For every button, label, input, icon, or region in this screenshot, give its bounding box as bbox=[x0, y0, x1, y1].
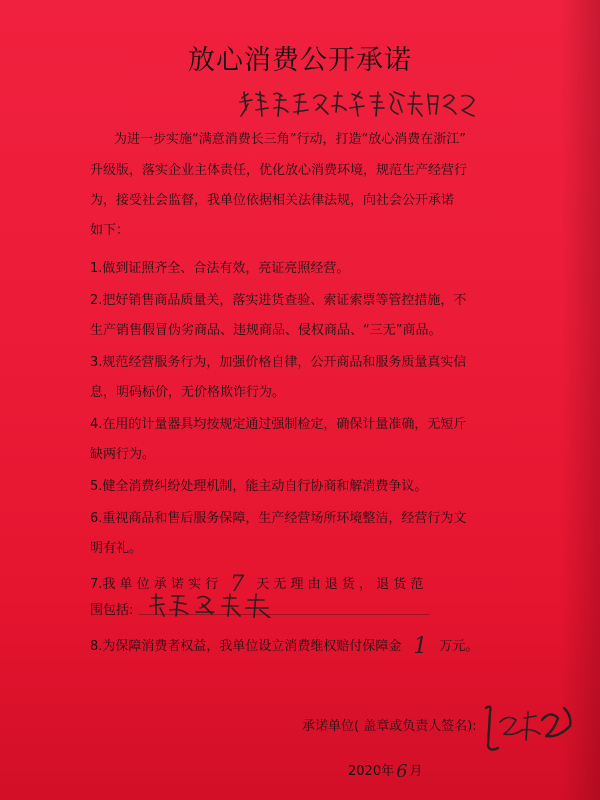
document-title: 放心消费公开承诺 bbox=[188, 45, 412, 76]
handwritten-month: 6 bbox=[396, 761, 408, 782]
item-1: 1.做到证照齐全、合法有效，亮证亮照经营。 bbox=[90, 261, 350, 276]
handwritten-company-name bbox=[238, 88, 478, 122]
item-8 bbox=[90, 636, 530, 658]
date-year: 2020年 bbox=[348, 764, 395, 779]
item-8-prefix: 8.为保障消费者权益，我单位设立消费维权赔付保障金 bbox=[90, 639, 402, 654]
item-3-line-1: 3.规范经营服务行为，加强价格自律，公开商品和服务质量真实信 bbox=[90, 355, 467, 370]
handwritten-days: 7 bbox=[230, 572, 245, 597]
item-8-suffix: 万元。 bbox=[439, 639, 479, 654]
item-7-line-2: 围包括: bbox=[90, 603, 134, 618]
intro-line-1: 为进一步实施“满意消费长三角”行动，打造“放心消费在浙江” bbox=[114, 132, 466, 147]
intro-line-2: 升级版，落实企业主体责任，优化放心消费环境，规范生产经营行 bbox=[90, 163, 468, 178]
date-month-unit: 月 bbox=[409, 764, 423, 779]
item-3-line-2: 息，明码标价，无价格欺诈行为。 bbox=[90, 385, 286, 400]
item-2-line-1: 2.把好销售商品质量关，落实进货查验、索证索票等管控措施，不 bbox=[90, 293, 467, 308]
intro-line-4: 如下： bbox=[90, 223, 130, 238]
handwritten-signature bbox=[478, 700, 578, 756]
item-6-line-1: 6.重视商品和售后服务保障，生产经营场所环境整洁，经营行为文 bbox=[90, 511, 467, 526]
item-6-line-2: 明有礼。 bbox=[90, 541, 143, 556]
item-4-line-2: 缺两行为。 bbox=[90, 447, 156, 462]
item-5: 5.健全消费纠纷处理机制，能主动自行协商和解消费争议。 bbox=[90, 479, 428, 494]
item-7-suffix: 天 无 理 由 退 货 ， 退 货 范 bbox=[256, 577, 424, 592]
handwritten-amount: 1 bbox=[413, 634, 428, 659]
item-2-line-2: 生产销售假冒伪劣商品、违规商品、侵权商品、“三无”商品。 bbox=[90, 323, 442, 338]
item-7-prefix: 7.我 单 位 承 诺 实 行 bbox=[90, 577, 219, 592]
signer-label: 承诺单位( 盖章或负责人签名): bbox=[302, 719, 477, 734]
commitment-date bbox=[348, 760, 423, 782]
item-4-line-1: 4.在用的计量器具均按规定通过强制检定，确保计量准确，无短斤 bbox=[90, 417, 467, 432]
intro-line-3: 为，接受社会监督，我单位依据相关法律法规，向社会公开承诺 bbox=[90, 193, 455, 208]
handwritten-return-scope bbox=[148, 592, 278, 618]
